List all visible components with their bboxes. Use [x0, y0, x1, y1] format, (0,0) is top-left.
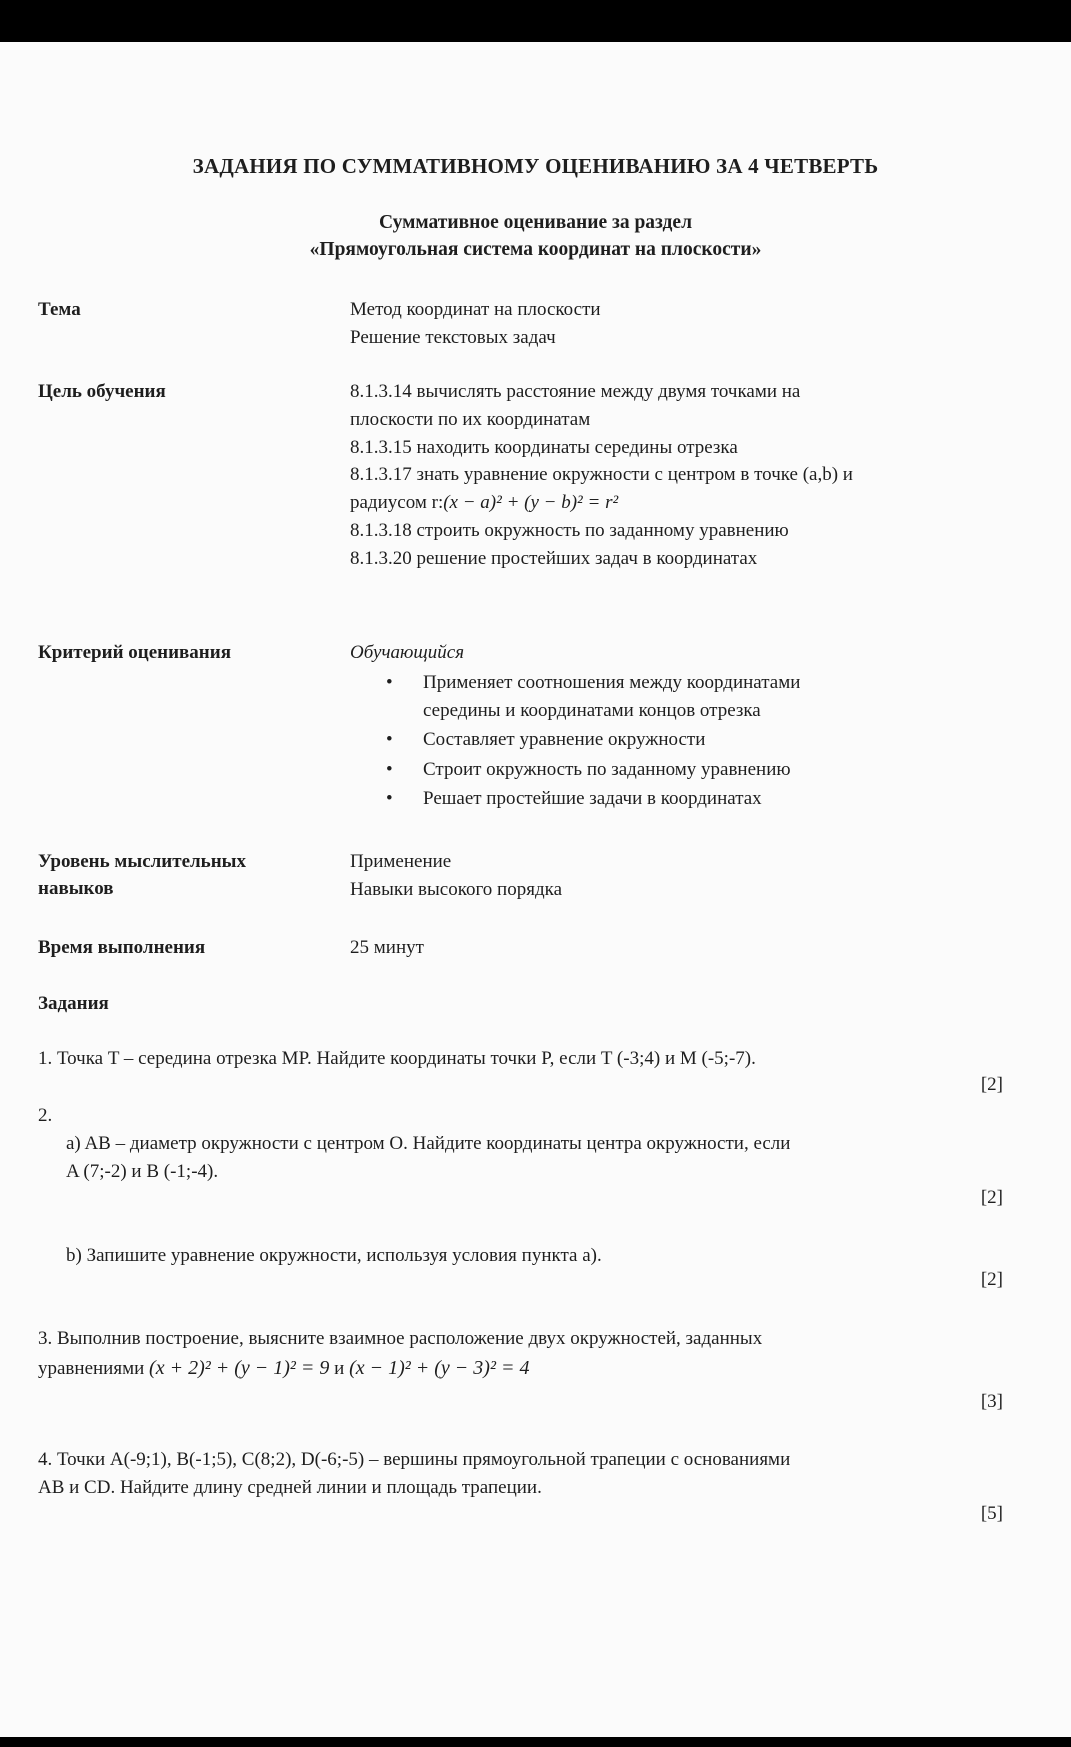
time-label: Время выполнения [38, 937, 206, 958]
bullet-icon: • [386, 788, 393, 809]
circle-equation-formula: (x − a)² + (y − b)² = r² [443, 492, 619, 514]
bullet-icon: • [386, 672, 393, 693]
section-subtitle: Суммативное оценивание за раздел [378, 212, 693, 233]
document-page [0, 42, 1071, 1737]
task-3-score: [3] [980, 1391, 1003, 1412]
criteria-list [386, 668, 800, 814]
task-1-text: 1. Точка T – середина отрезка MP. Найдите координаты точки P, если T (-3;4) и M (-5;-7). [38, 1048, 756, 1069]
document-title: ЗАДАНИЯ ПО СУММАТИВНОМУ ОЦЕНИВАНИЮ ЗА 4 ЧЕТВЕРТЬ [192, 154, 879, 178]
criteria-item-continued: середины и координатами концов отрезка [423, 699, 761, 721]
goal-line: 8.1.3.18 строить окружность по заданному уравнению [350, 519, 789, 541]
criteria-item: • Составляет уравнение окружности [386, 725, 800, 755]
time-value: 25 минут [350, 937, 424, 958]
criteria-intro: Обучающийся [350, 642, 465, 663]
task-4-text: 4. Точки A(-9;1), B(-1;5), C(8;2), D(-6;-5) – вершины прямоугольной трапеции с основаниями AB и CD. Найдите длину средней линии и площадь трапеции. [38, 1449, 791, 1498]
bullet-icon: • [386, 758, 393, 780]
goal-radius-text: радиусом r: [350, 492, 444, 514]
topic-line: Метод координат на плоскости [350, 299, 601, 320]
topic-line: Решение текстовых задач [350, 326, 556, 348]
task-2b-text: b) Запишите уравнение окружности, используя условия пункта а). [66, 1245, 602, 1266]
task-4-score: [5] [980, 1503, 1003, 1524]
criteria-label: Критерий оценивания [38, 642, 231, 663]
task-2-number: 2. [38, 1105, 53, 1126]
circle-equation-2: (x − 1)² + (y − 3)² = 4 [349, 1356, 530, 1379]
goal-line [350, 489, 1040, 517]
goal-label: Цель обучения [38, 381, 166, 402]
task-2a-text: a) AB – диаметр окружности с центром O. Найдите координаты центра окружности, если A (7;-2) и B (-1;-4). [66, 1133, 791, 1182]
goal-line: плоскости по их координатам [350, 408, 591, 430]
topic-label: Тема [38, 299, 81, 320]
skill-level-line: Применение [350, 851, 452, 872]
goal-line: 8.1.3.17 знать уравнение окружности с центром в точке (a,b) и [350, 464, 853, 486]
skill-level-value [350, 848, 1040, 903]
topic-value [350, 296, 1040, 351]
criteria-item: • Решает простейшие задачи в координатах [386, 784, 800, 814]
circle-equation-1: (x + 2)² + (y − 1)² = 9 [149, 1356, 330, 1379]
goal-value [350, 378, 1040, 573]
skill-level-label: Уровень мыслительных навыков [38, 851, 246, 899]
tasks-heading: Задания [38, 993, 109, 1014]
task-2a-score: [2] [980, 1187, 1003, 1208]
skill-level-line: Навыки высокого порядка [350, 878, 562, 900]
criteria-item: • Строит окружность по заданному уравнению [386, 755, 800, 785]
task-1-score: [2] [980, 1074, 1003, 1095]
task-3-text: 3. Выполнив построение, выясните взаимное расположение двух окружностей, заданных уравнениями (x + 2)² + (y − 1)² = 9 и (x − 1)² + (y − 3)² = 4 [38, 1328, 763, 1379]
goal-line: 8.1.3.20 решение простейших задач в координатах [350, 547, 758, 569]
task-2b-score: [2] [980, 1269, 1003, 1290]
section-name: «Прямоугольная система координат на плоскости» [309, 239, 762, 260]
goal-line: 8.1.3.15 находить координаты середины отрезка [350, 436, 738, 458]
goal-line: 8.1.3.14 вычислять расстояние между двумя точками на [350, 381, 801, 402]
bullet-icon: • [386, 729, 393, 750]
criteria-item: • Применяет соотношения между координатами [386, 668, 800, 698]
